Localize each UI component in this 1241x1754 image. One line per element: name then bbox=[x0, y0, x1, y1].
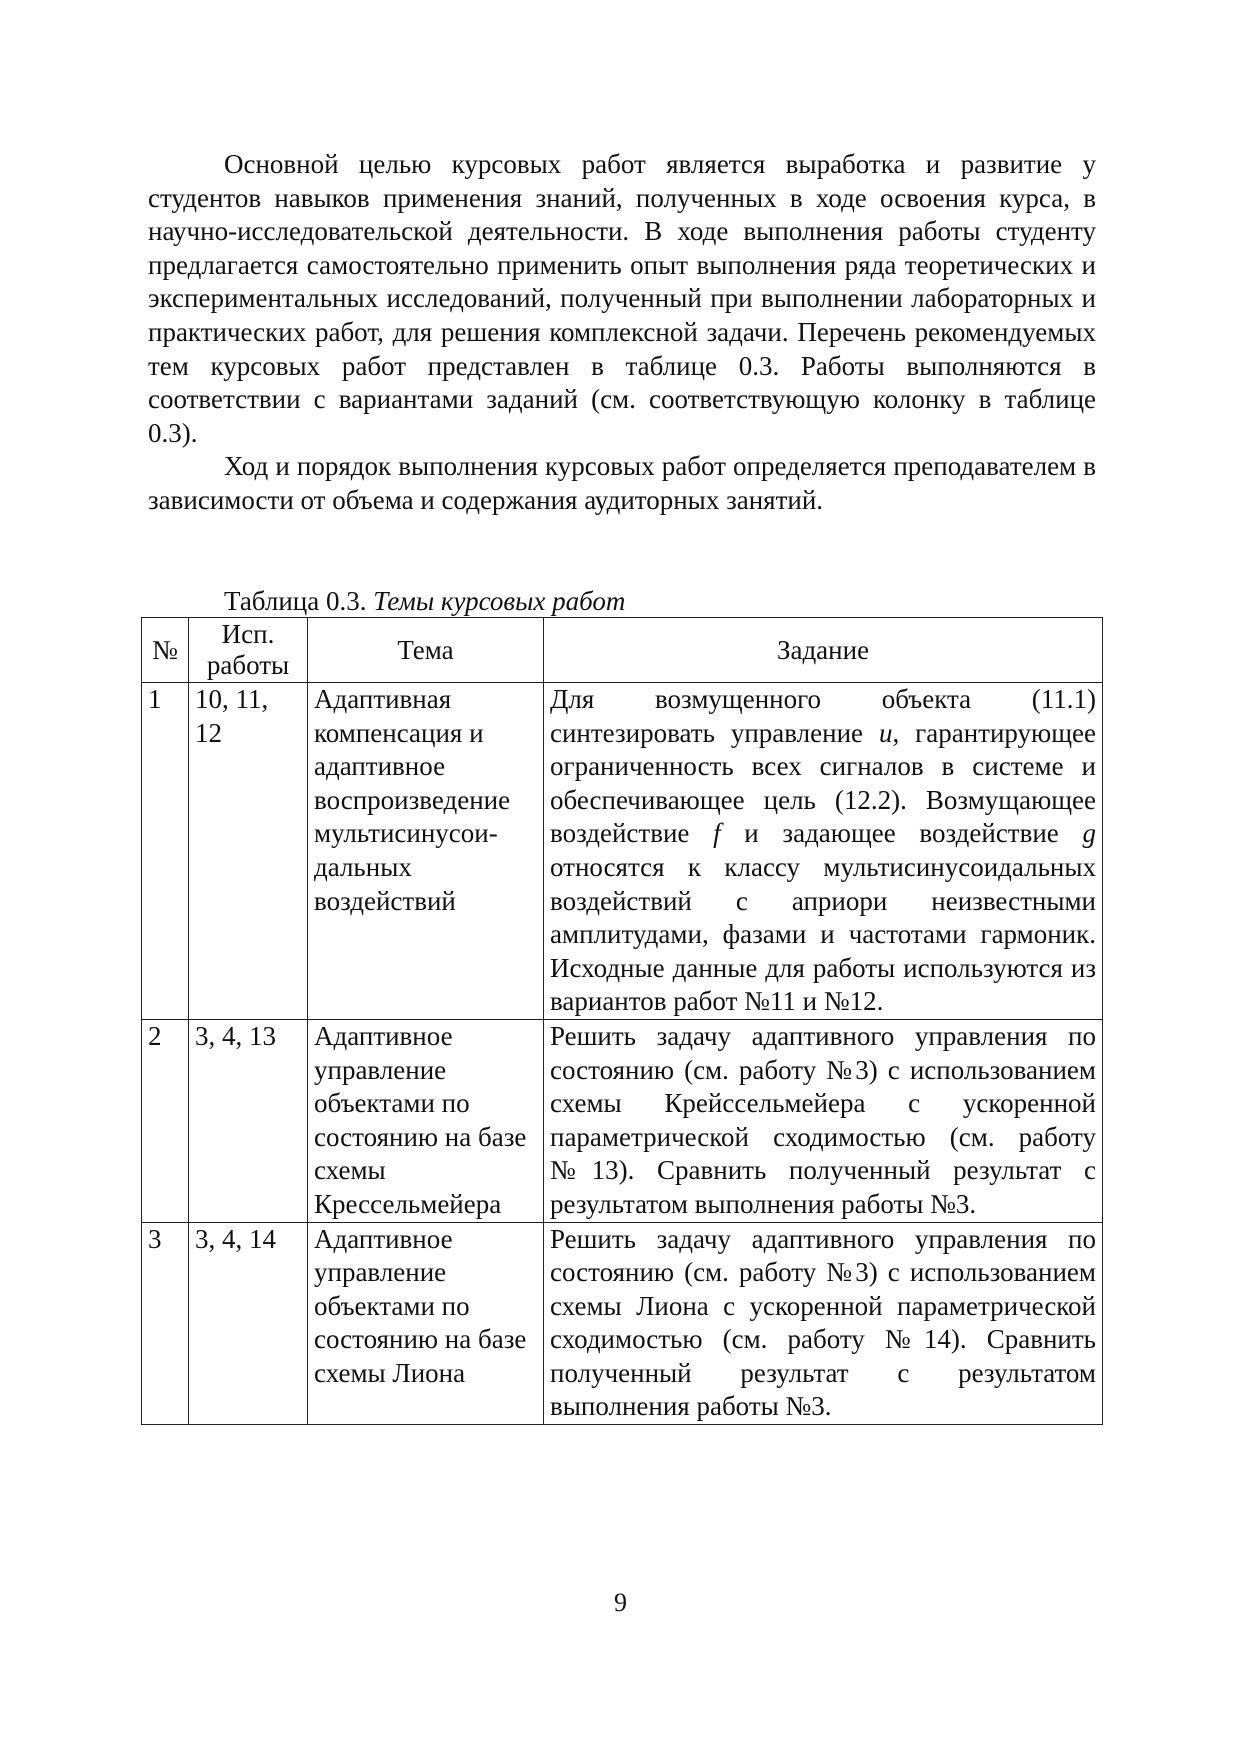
course-topics-table bbox=[141, 617, 1103, 1425]
table-row bbox=[142, 1222, 1103, 1425]
paragraph-intro: Основной целью курсовых работ является выработка и развитие у студентов навыков применения знаний, полученных в ходе освоения курса, в научно-исследовательской деятельности. В ходе выполнения работы студенту предлагается самостоятельно применить опыт выполнения ряда теоретических и экспериментальных исследований, полученный при выполнении лабораторных и практических работ, для решения комплексной задачи. Перечень рекомендуемых тем курсовых работ представлен в таблице 0.3. Работы выполняются в соответствии с вариантами заданий (см. соответствующую колонку в таблице 0.3). bbox=[148, 149, 1096, 448]
math-variable-f: f bbox=[713, 818, 721, 849]
row-num: 1 bbox=[142, 683, 189, 1020]
body-text bbox=[148, 148, 1096, 518]
math-variable-u: u bbox=[878, 717, 893, 748]
math-variable-g: g bbox=[1082, 818, 1096, 849]
row-task: Решить задачу адаптивного управления по состоянию (см. работу №3) с использованием схемы Крейссельмейера с ускоренной параметрической сходимостью (см. работу №13). Сравнить полученный результат с результатом выполнения работы №3. bbox=[544, 1019, 1103, 1222]
header-works-line2: работы bbox=[206, 650, 290, 680]
paragraph-procedure: Ход и порядок выполнения курсовых работ определяется преподавателем в зависимости от объема и содержания аудиторных занятий. bbox=[148, 451, 1096, 515]
table-header-row bbox=[142, 618, 1103, 683]
row-task: Решить задачу адаптивного управления по состоянию (см. работу №3) с использованием схемы Лиона с ускоренной параметрической сходимостью (см. работу №14). Сравнить полученный результат с результатом выполнения работы №3. bbox=[544, 1222, 1103, 1425]
row-num: 2 bbox=[142, 1019, 189, 1222]
header-num: № bbox=[142, 618, 189, 683]
row-topic: Адаптивное управление объектами по состоянию на базе схемы Крессельмейера bbox=[308, 1019, 544, 1222]
row-topic: Адаптивная компенсация и адаптивное воспроизведение мультисинусои-дальных воздействий bbox=[308, 683, 544, 1020]
task-text-part: , гарантирующее ограниченность всех сигналов в системе и обеспечивающее цель (12.2). Возмущающее воздействие bbox=[550, 717, 1096, 849]
table-caption-title: Темы курсовых работ bbox=[373, 586, 626, 616]
task-text-part: и задающее воздействие bbox=[720, 818, 1083, 849]
header-works-line1: Исп. bbox=[221, 619, 275, 649]
header-topic: Тема bbox=[308, 618, 544, 683]
row-works: 3, 4, 14 bbox=[189, 1222, 308, 1425]
row-works: 3, 4, 13 bbox=[189, 1019, 308, 1222]
table-caption-prefix: Таблица 0.3. bbox=[224, 586, 374, 616]
task-text-part: Для возмущенного объекта (11.1) синтезировать управление bbox=[550, 684, 1096, 748]
header-works bbox=[189, 618, 308, 683]
table-row bbox=[142, 1019, 1103, 1222]
row-works: 10, 11, 12 bbox=[189, 683, 308, 1020]
row-num: 3 bbox=[142, 1222, 189, 1425]
header-task: Задание bbox=[544, 618, 1103, 683]
table-caption bbox=[224, 584, 625, 618]
task-text-part: относятся к классу мультисинусоидальных воздействий с априори неизвестными амплитудами, фазами и частотами гармоник. Исходные данные для работы используются из вариантов работ №11 и №12. bbox=[550, 851, 1096, 1017]
row-topic: Адаптивное управление объектами по состоянию на базе схемы Лиона bbox=[308, 1222, 544, 1425]
table-row bbox=[142, 683, 1103, 1020]
row-task bbox=[544, 683, 1103, 1020]
page-number: 9 bbox=[614, 1588, 627, 1617]
